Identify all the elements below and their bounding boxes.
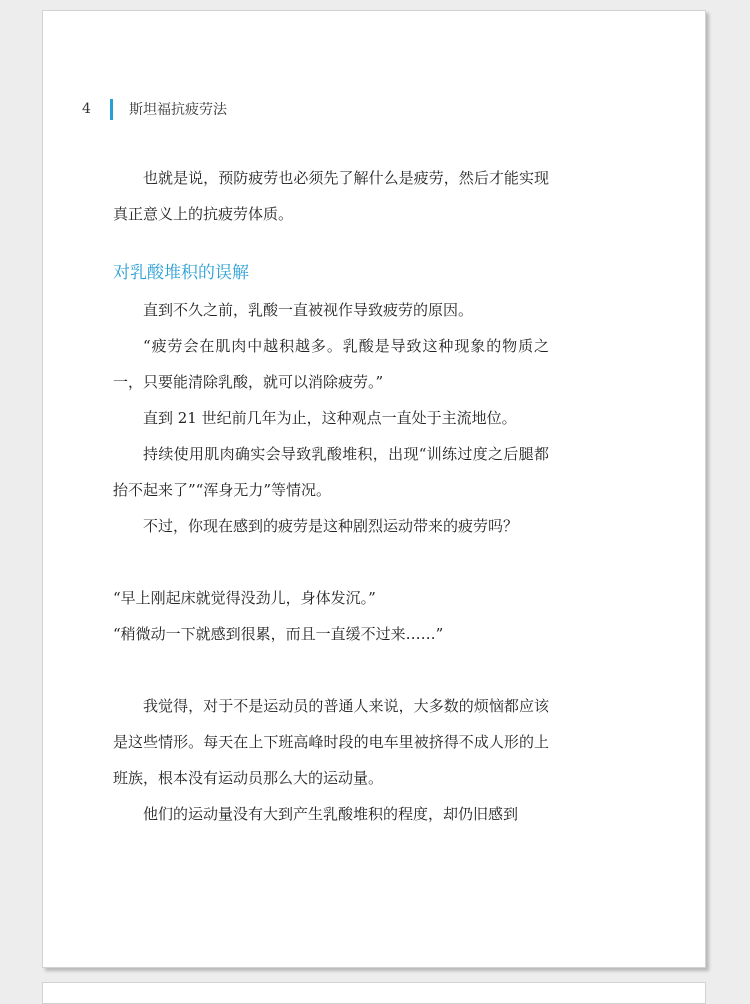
paragraph-8: 他们的运动量没有大到产生乳酸堆积的程度，却仍旧感到 (143, 805, 519, 823)
book-title: 斯坦福抗疲劳法 (129, 102, 227, 118)
paragraph-4: 直到 21 世纪前几年为止，这种观点一直处于主流地位。 (143, 409, 517, 427)
page-number: 4 (82, 101, 91, 117)
header-accent-bar (110, 99, 113, 120)
paragraph-2: 直到不久之前，乳酸一直被视作导致疲劳的原因。 (143, 301, 474, 319)
page-content (113, 160, 549, 832)
paragraph-3: “疲劳会在肌肉中越积越多。乳酸是导致这种现象的物质之一，只要能清除乳酸，就可以消除疲劳。” (113, 337, 549, 391)
next-book-page-edge (42, 982, 706, 1004)
quote-2: “稍微动一下就感到很累，而且一直缓不过来……” (113, 625, 444, 643)
running-header (82, 96, 227, 122)
spacer (113, 544, 549, 580)
paragraph-1: 也就是说，预防疲劳也必须先了解什么是疲劳，然后才能实现真正意义上的抗疲劳体质。 (113, 169, 549, 223)
quote-1: “早上刚起床就觉得没劲儿，身体发沉。” (113, 589, 376, 607)
paragraph-5: 持续使用肌肉确实会导致乳酸堆积，出现“训练过度之后腿都抬不起来了”“浑身无力”等情况。 (113, 445, 549, 499)
paragraph-7: 我觉得，对于不是运动员的普通人来说，大多数的烦恼都应该是这些情形。每天在上下班高峰时段的电车里被挤得不成人形的上班族，根本没有运动员那么大的运动量。 (113, 697, 549, 787)
section-heading: 对乳酸堆积的误解 (113, 263, 249, 283)
paragraph-6: 不过，你现在感到的疲劳是这种剧烈运动带来的疲劳吗？ (143, 517, 519, 535)
spacer (113, 652, 549, 688)
